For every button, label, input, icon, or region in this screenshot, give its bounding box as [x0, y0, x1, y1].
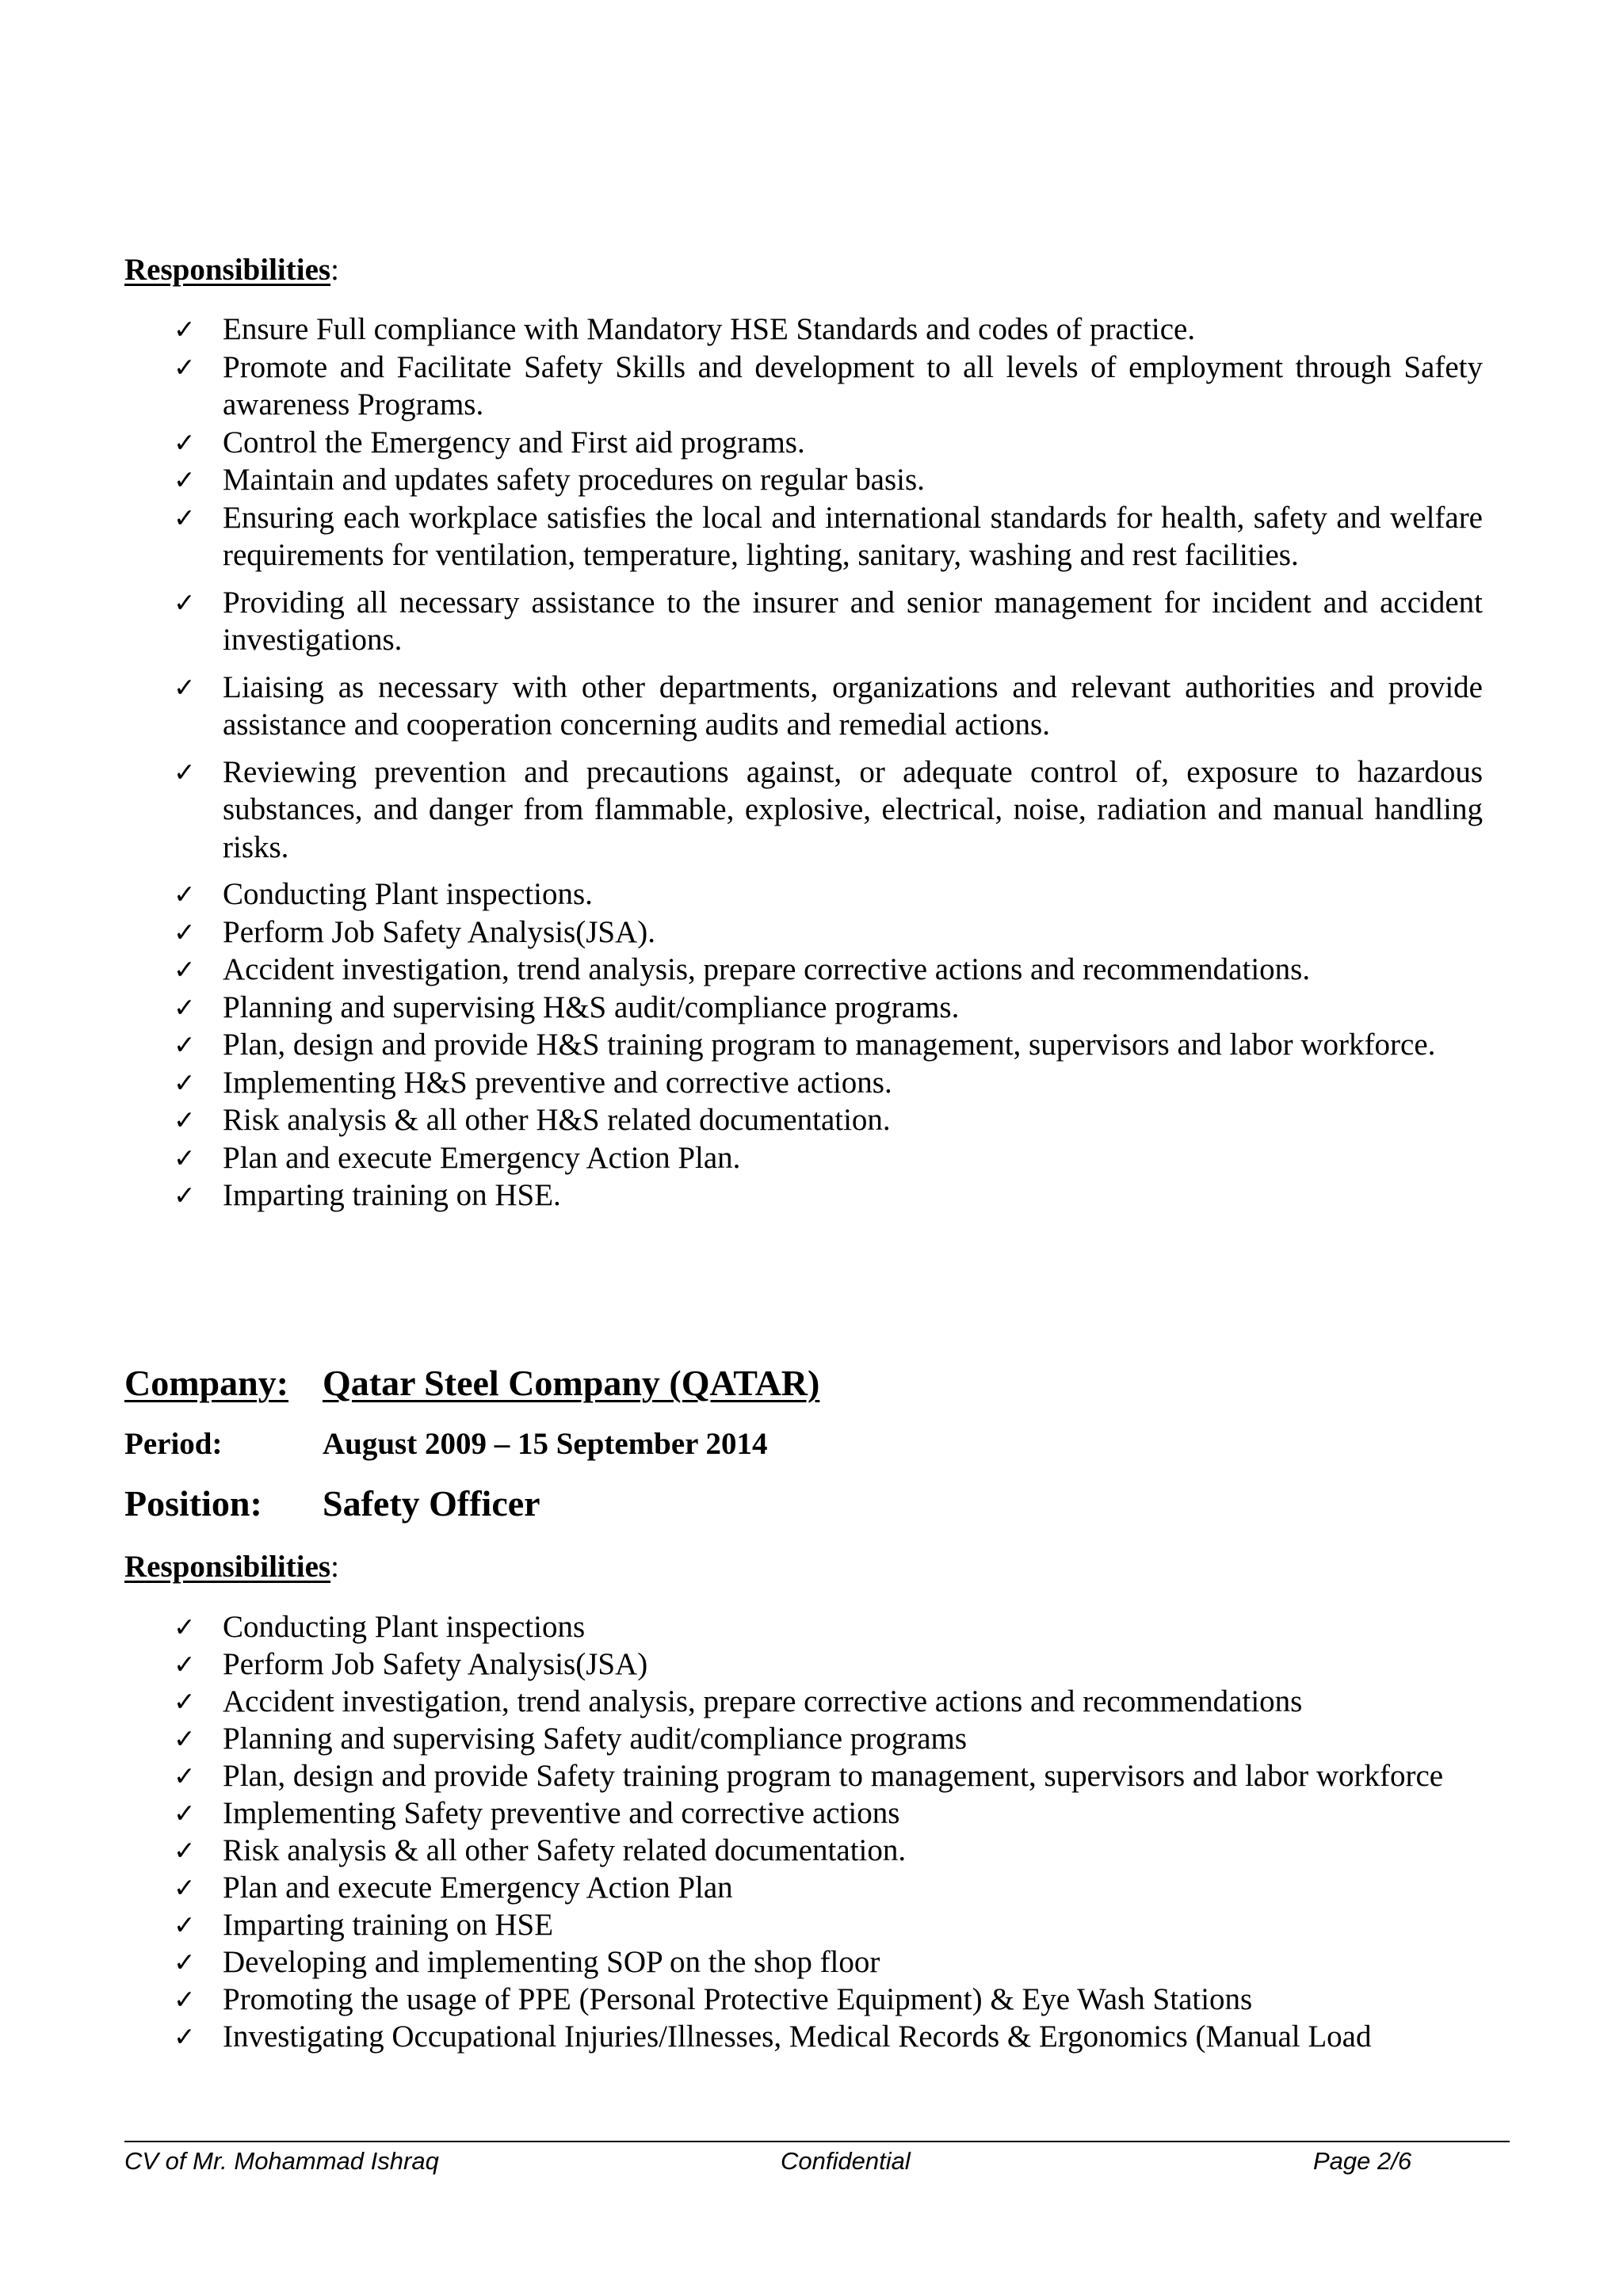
list-item: ✓ Ensuring each workplace satisfies the local and international standards for health, safety and welfare requirements for ventilation, temperature, lighting, sanitary, washing and rest facilities. — [174, 500, 1483, 572]
list-item: ✓ Implementing H&S preventive and corrective actions. — [124, 1064, 1483, 1102]
checkmark-icon: ✓ — [174, 1835, 196, 1866]
list-item: ✓ Conducting Plant inspections. — [124, 875, 1483, 913]
checkmark-icon: ✓ — [174, 1872, 196, 1903]
checkmark-icon: ✓ — [174, 586, 196, 618]
page-footer — [124, 2145, 1510, 2177]
list-item: ✓ Maintain and updates safety procedures on regular basis. — [124, 461, 1483, 499]
checkmark-icon: ✓ — [174, 2021, 196, 2052]
list-item: ✓ Promoting the usage of PPE (Personal Protective Equipment) & Eye Wash Stations — [174, 1982, 1253, 2016]
checkmark-icon: ✓ — [174, 1066, 196, 1098]
list-item: ✓ Perform Job Safety Analysis(JSA). — [124, 913, 1483, 952]
list-item: ✓ Accident investigation, trend analysis, prepare corrective actions and recommendations — [174, 1684, 1303, 1718]
list-item: ✓ Investigating Occupational Injuries/Illnesses, Medical Records & Ergonomics (Manual Load — [174, 2019, 1372, 2054]
checkmark-icon: ✓ — [174, 502, 196, 533]
checkmark-icon: ✓ — [174, 1649, 196, 1680]
period-value: August 2009 – 15 September 2014 — [323, 1427, 768, 1461]
heading-colon: : — [330, 253, 339, 287]
list-item: ✓ Plan, design and provide Safety training program to management, supervisors and labor workforce — [174, 1759, 1444, 1793]
position-value: Safety Officer — [323, 1483, 540, 1524]
list-item: ✓ Liaising as necessary with other departments, organizations and relevant authorities and provide assistance and cooperation concerning audits and remedial actions. — [174, 669, 1483, 742]
checkmark-icon: ✓ — [174, 954, 196, 985]
checkmark-icon: ✓ — [174, 1984, 196, 2015]
list-item: ✓ Plan, design and provide H&S training program to management, supervisors and labor workforce. — [124, 1026, 1483, 1064]
list-item: ✓ Conducting Plant inspections — [174, 1610, 586, 1644]
checkmark-icon: ✓ — [174, 1029, 196, 1060]
list-item: ✓ Risk analysis & all other Safety related documentation. — [174, 1833, 907, 1867]
checkmark-icon: ✓ — [174, 1723, 196, 1754]
responsibilities-list-1 — [124, 311, 1483, 1215]
list-item: ✓ Plan and execute Emergency Action Plan — [174, 1871, 733, 1905]
list-item: ✓ Plan and execute Emergency Action Plan. — [124, 1139, 1483, 1177]
responsibilities-heading-text: Responsibilities — [124, 253, 331, 287]
list-item: ✓ Planning and supervising Safety audit/compliance programs — [174, 1722, 968, 1756]
list-item: ✓ Control the Emergency and First aid programs. — [124, 424, 1483, 462]
footer-divider — [124, 2141, 1510, 2142]
footer-cv-name: CV of Mr. Mohammad Ishraq — [124, 2147, 439, 2175]
position-row — [124, 1482, 540, 1526]
checkmark-icon: ✓ — [174, 1142, 196, 1173]
list-item: ✓ Imparting training on HSE. — [124, 1177, 1483, 1215]
checkmark-icon: ✓ — [174, 426, 196, 458]
footer-confidential: Confidential — [781, 2147, 911, 2175]
checkmark-icon: ✓ — [174, 1180, 196, 1211]
list-item: ✓ Promote and Facilitate Safety Skills and development to all levels of employment through Safety awareness Programs. — [174, 349, 1483, 421]
checkmark-icon: ✓ — [174, 671, 196, 703]
company-label: Company: — [124, 1363, 289, 1403]
checkmark-icon: ✓ — [174, 991, 196, 1023]
checkmark-icon: ✓ — [174, 756, 196, 788]
list-item: ✓ Implementing Safety preventive and corrective actions — [174, 1796, 900, 1830]
checkmark-icon: ✓ — [174, 1798, 196, 1829]
list-item: ✓ Planning and supervising H&S audit/compliance programs. — [124, 989, 1483, 1027]
checkmark-icon: ✓ — [174, 1686, 196, 1717]
responsibilities-heading-text: Responsibilities — [124, 1550, 331, 1584]
company-name: Qatar Steel Company (QATAR) — [323, 1363, 820, 1403]
list-item: ✓ Developing and implementing SOP on the shop floor — [174, 1945, 880, 1979]
position-label: Position: — [124, 1483, 262, 1524]
checkmark-icon: ✓ — [174, 916, 196, 948]
checkmark-icon: ✓ — [174, 879, 196, 910]
responsibilities-heading — [124, 252, 339, 288]
checkmark-icon: ✓ — [174, 1947, 196, 1978]
period-label: Period: — [124, 1427, 223, 1461]
list-item: ✓ Risk analysis & all other H&S related documentation. — [124, 1101, 1483, 1139]
responsibilities-heading — [124, 1549, 339, 1585]
period-row — [124, 1426, 768, 1463]
checkmark-icon: ✓ — [174, 1760, 196, 1791]
checkmark-icon: ✓ — [174, 351, 196, 383]
company-row — [124, 1361, 819, 1405]
checkmark-icon: ✓ — [174, 1104, 196, 1135]
checkmark-icon: ✓ — [174, 1611, 196, 1642]
list-item: ✓ Providing all necessary assistance to the insurer and senior management for incident and accident investigations. — [174, 585, 1483, 657]
checkmark-icon: ✓ — [174, 314, 196, 345]
checkmark-icon: ✓ — [174, 1909, 196, 1940]
checkmark-icon: ✓ — [174, 464, 196, 495]
list-item: ✓ Reviewing prevention and precautions against, or adequate control of, exposure to hazardous substances, and danger from flammable, explosive, electrical, noise, radiation and manual handling risks. — [174, 754, 1483, 864]
list-item: ✓ Imparting training on HSE — [174, 1908, 554, 1942]
list-item: ✓ Perform Job Safety Analysis(JSA) — [174, 1647, 648, 1681]
list-item: ✓ Accident investigation, trend analysis, prepare corrective actions and recommendations. — [124, 951, 1483, 989]
list-item: ✓ Ensure Full compliance with Mandatory HSE Standards and codes of practice. — [124, 311, 1483, 349]
heading-colon: : — [330, 1550, 339, 1584]
responsibilities-list-2 — [124, 1608, 1483, 2055]
footer-page-number: Page 2/6 — [1313, 2147, 1412, 2175]
